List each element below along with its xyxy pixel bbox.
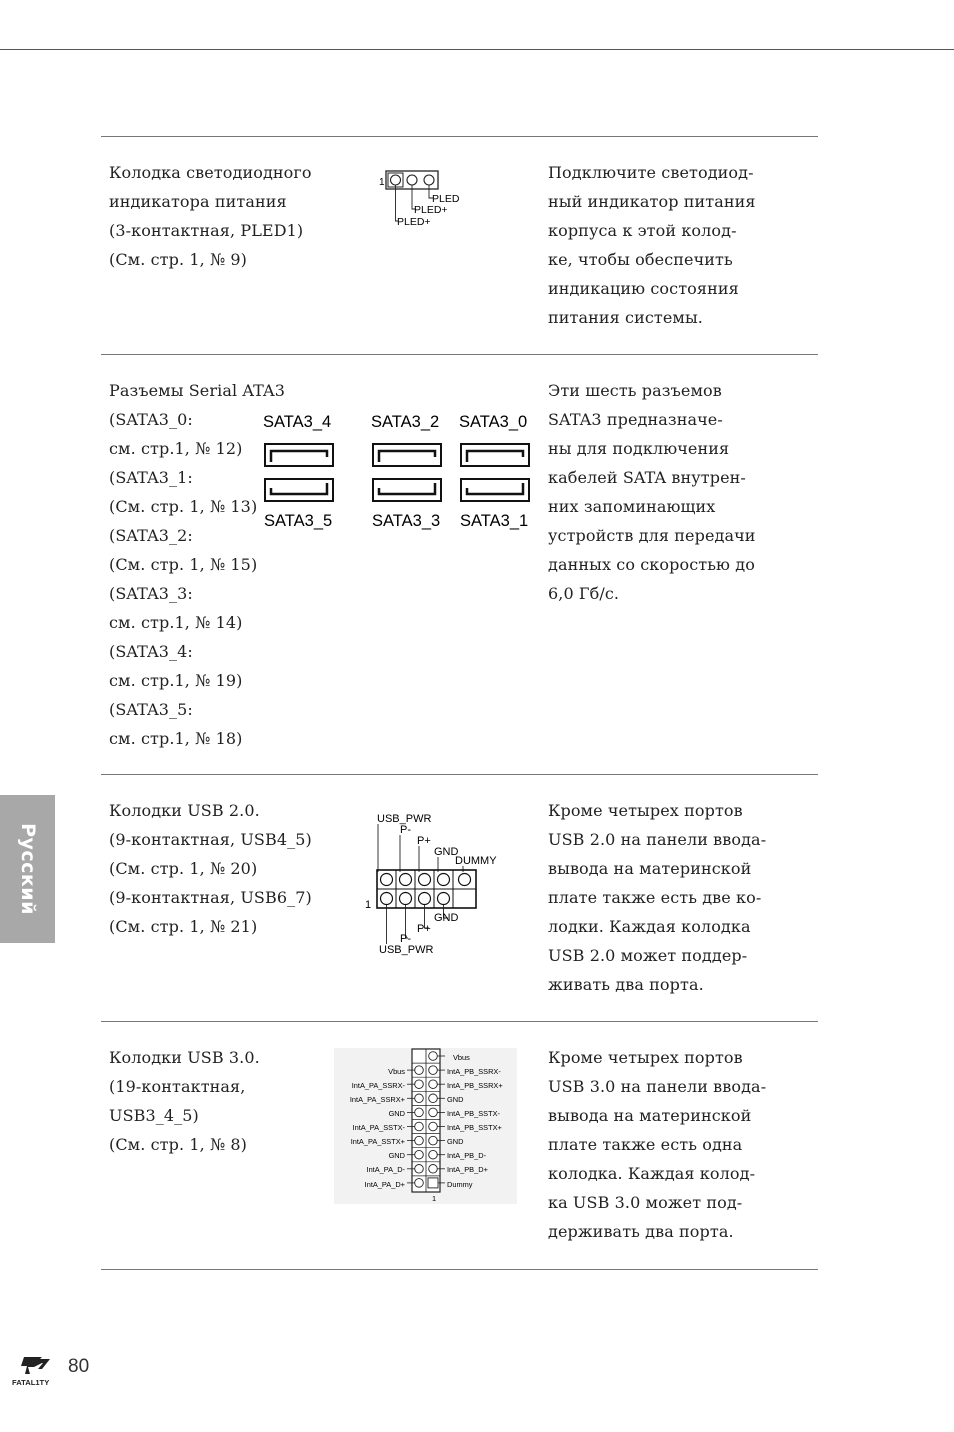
text-line: вывода на материнской xyxy=(548,1106,752,1125)
pin-label: PLED+ xyxy=(397,216,431,228)
text-line: (См. стр. 1, № 21) xyxy=(109,917,258,936)
text-line: ке, чтобы обеспечить xyxy=(548,250,733,269)
pin-label: PLED+ xyxy=(414,204,448,216)
text-line: (SATA3_1: xyxy=(109,468,193,487)
pin-label: IntA_PA_SSRX- xyxy=(351,1081,405,1090)
sata-connector xyxy=(265,444,333,466)
pin-label: Dummy xyxy=(447,1180,473,1189)
row-divider xyxy=(101,1021,818,1022)
sata-label: SATA3_1 xyxy=(460,512,529,530)
text-line: вывода на материнской xyxy=(548,859,752,878)
text-line: (9-контактная, USB6_7) xyxy=(109,888,312,907)
text-line: (9-контактная, USB4_5) xyxy=(109,830,312,849)
text-line: Эти шесть разъемов xyxy=(548,381,722,400)
pin-label: IntA_PB_D- xyxy=(447,1151,487,1160)
sata-instructions xyxy=(548,376,756,608)
text-line: USB 3.0 на панели ввода- xyxy=(548,1077,767,1096)
text-line: (SATA3_4: xyxy=(109,642,193,661)
page-number: 80 xyxy=(68,1356,90,1377)
text-line: USB 2.0 на панели ввода- xyxy=(548,830,767,849)
text-line: лодки. Каждая колодка xyxy=(548,917,751,936)
sata-label: SATA3_2 xyxy=(371,413,440,431)
sata-label: SATA3_5 xyxy=(264,512,333,530)
usb3-description xyxy=(109,1043,260,1159)
pin-label: P- xyxy=(400,933,411,945)
text-line: USB3_4_5) xyxy=(109,1106,199,1125)
pin xyxy=(424,175,434,185)
usb2-instructions xyxy=(548,796,766,999)
pin-label: GND xyxy=(434,846,459,858)
text-line: Колодки USB 2.0. xyxy=(109,801,260,820)
text-line: ка USB 3.0 может под- xyxy=(548,1193,743,1212)
text-line: данных со скоростью до xyxy=(548,555,755,574)
text-line: ны для подключения xyxy=(548,439,730,458)
pin1-label: 1 xyxy=(365,899,372,911)
text-line: USB 2.0 может поддер- xyxy=(548,946,748,965)
top-rule xyxy=(0,49,954,50)
pin-label: IntA_PB_SSRX- xyxy=(447,1067,501,1076)
text-line: (SATA3_5: xyxy=(109,700,193,719)
sata-label: SATA3_4 xyxy=(263,413,332,431)
pin xyxy=(419,893,431,905)
language-tab xyxy=(0,795,55,943)
text-line: кабелей SATA внутрен- xyxy=(548,468,746,487)
pin-label: IntA_PA_D- xyxy=(366,1165,405,1174)
pin-label: DUMMY xyxy=(455,855,497,867)
pled-instructions xyxy=(548,158,756,332)
sata-label: SATA3_0 xyxy=(459,413,528,431)
text-line: см. стр.1, № 19) xyxy=(109,671,243,690)
usb3-instructions xyxy=(548,1043,766,1246)
text-line: (SATA3_3: xyxy=(109,584,193,603)
text-line: Кроме четырех портов xyxy=(548,801,743,820)
text-line: ный индикатор питания xyxy=(548,192,756,211)
row-divider xyxy=(101,136,818,137)
pin-label: USB_PWR xyxy=(379,944,434,956)
pin xyxy=(391,175,401,185)
sata-connectors-diagram xyxy=(258,405,538,535)
sata-connector xyxy=(461,444,529,466)
fatal1ty-logo xyxy=(12,1354,62,1388)
text-line: (SATA3_0: xyxy=(109,410,193,429)
pin-label: PLED xyxy=(432,193,460,205)
sata-connector xyxy=(373,479,441,501)
pin1-label: 1 xyxy=(379,177,385,188)
text-line: (См. стр. 1, № 20) xyxy=(109,859,258,878)
pin-label: GND xyxy=(447,1095,464,1104)
pin-label: IntA_PB_SSRX+ xyxy=(447,1081,503,1090)
text-line: (SATA3_2: xyxy=(109,526,193,545)
text-line: (См. стр. 1, № 15) xyxy=(109,555,258,574)
row-divider xyxy=(101,1269,818,1270)
sata-label: SATA3_3 xyxy=(372,512,441,530)
pin-label: GND xyxy=(388,1109,405,1118)
pin-label: P+ xyxy=(417,923,431,935)
sata-connector xyxy=(373,444,441,466)
text-line: см. стр.1, № 18) xyxy=(109,729,243,748)
text-line: живать два порта. xyxy=(548,975,704,994)
pin-label: IntA_PA_SSRX+ xyxy=(349,1095,405,1104)
pin xyxy=(400,874,412,886)
pin xyxy=(381,893,393,905)
text-line: (См. стр. 1, № 9) xyxy=(109,250,248,269)
pin-label: P+ xyxy=(417,835,431,847)
pin-label: GND xyxy=(447,1137,464,1146)
text-line: колодка. Каждая колод- xyxy=(548,1164,756,1183)
pin-label: IntA_PB_D+ xyxy=(447,1165,488,1174)
pin-label: P- xyxy=(400,824,411,836)
pin xyxy=(381,874,393,886)
row-divider xyxy=(101,354,818,355)
text-line: плате также есть одна xyxy=(548,1135,743,1154)
text-line: плате также есть две ко- xyxy=(548,888,762,907)
pin-label: IntA_PA_SSTX+ xyxy=(350,1137,405,1146)
text-line: устройств для передачи xyxy=(548,526,756,545)
text-line: SATA3 предназначе- xyxy=(548,410,723,429)
pin xyxy=(419,874,431,886)
pin xyxy=(438,893,450,905)
text-line: (19-контактная, xyxy=(109,1077,246,1096)
text-line: них запоминающих xyxy=(548,497,716,516)
text-line: (3-контактная, PLED1) xyxy=(109,221,304,240)
text-line: питания системы. xyxy=(548,308,703,327)
pin-label: GND xyxy=(434,912,459,924)
text-line: 6,0 Гб/с. xyxy=(548,584,620,603)
pin xyxy=(400,893,412,905)
sata-connector xyxy=(265,479,333,501)
row-divider xyxy=(101,774,818,775)
language-label: Русский xyxy=(16,823,39,915)
text-line: (См. стр. 1, № 13) xyxy=(109,497,258,516)
pled-description xyxy=(109,158,312,274)
pin xyxy=(459,874,471,886)
text-line: индикатора питания xyxy=(109,192,287,211)
pin-label: Vbus xyxy=(453,1053,470,1062)
pin-label: USB_PWR xyxy=(377,813,432,825)
pin1-label: 1 xyxy=(432,1194,437,1203)
pin-label: IntA_PA_D+ xyxy=(364,1180,405,1189)
pled-header-diagram xyxy=(376,168,468,228)
text-line: корпуса к этой колод- xyxy=(548,221,737,240)
usb2-description xyxy=(109,796,312,941)
text-line: Разъемы Serial ATA3 xyxy=(109,381,285,400)
text-line: Колодки USB 3.0. xyxy=(109,1048,260,1067)
text-line: держивать два порта. xyxy=(548,1222,734,1241)
pin xyxy=(438,874,450,886)
text-line: индикацию состояния xyxy=(548,279,739,298)
pin-label: Vbus xyxy=(388,1067,405,1076)
text-line: (См. стр. 1, № 8) xyxy=(109,1135,248,1154)
pin xyxy=(407,175,417,185)
text-line: Колодка светодиодного xyxy=(109,163,312,182)
usb3-header-diagram xyxy=(334,1048,517,1204)
text-line: Подключите светодиод- xyxy=(548,163,754,182)
sata-connector xyxy=(461,479,529,501)
usb2-header-diagram xyxy=(362,810,502,958)
pin-label: IntA_PB_SSTX+ xyxy=(447,1123,502,1132)
pin-label: IntA_PB_SSTX- xyxy=(447,1109,500,1118)
text-line: см. стр.1, № 14) xyxy=(109,613,243,632)
pin-label: IntA_PA_SSTX- xyxy=(352,1123,405,1132)
pin-label: GND xyxy=(388,1151,405,1160)
text-line: Кроме четырех портов xyxy=(548,1048,743,1067)
logo-text: FATAL1TY xyxy=(12,1378,50,1387)
text-line: см. стр.1, № 12) xyxy=(109,439,243,458)
